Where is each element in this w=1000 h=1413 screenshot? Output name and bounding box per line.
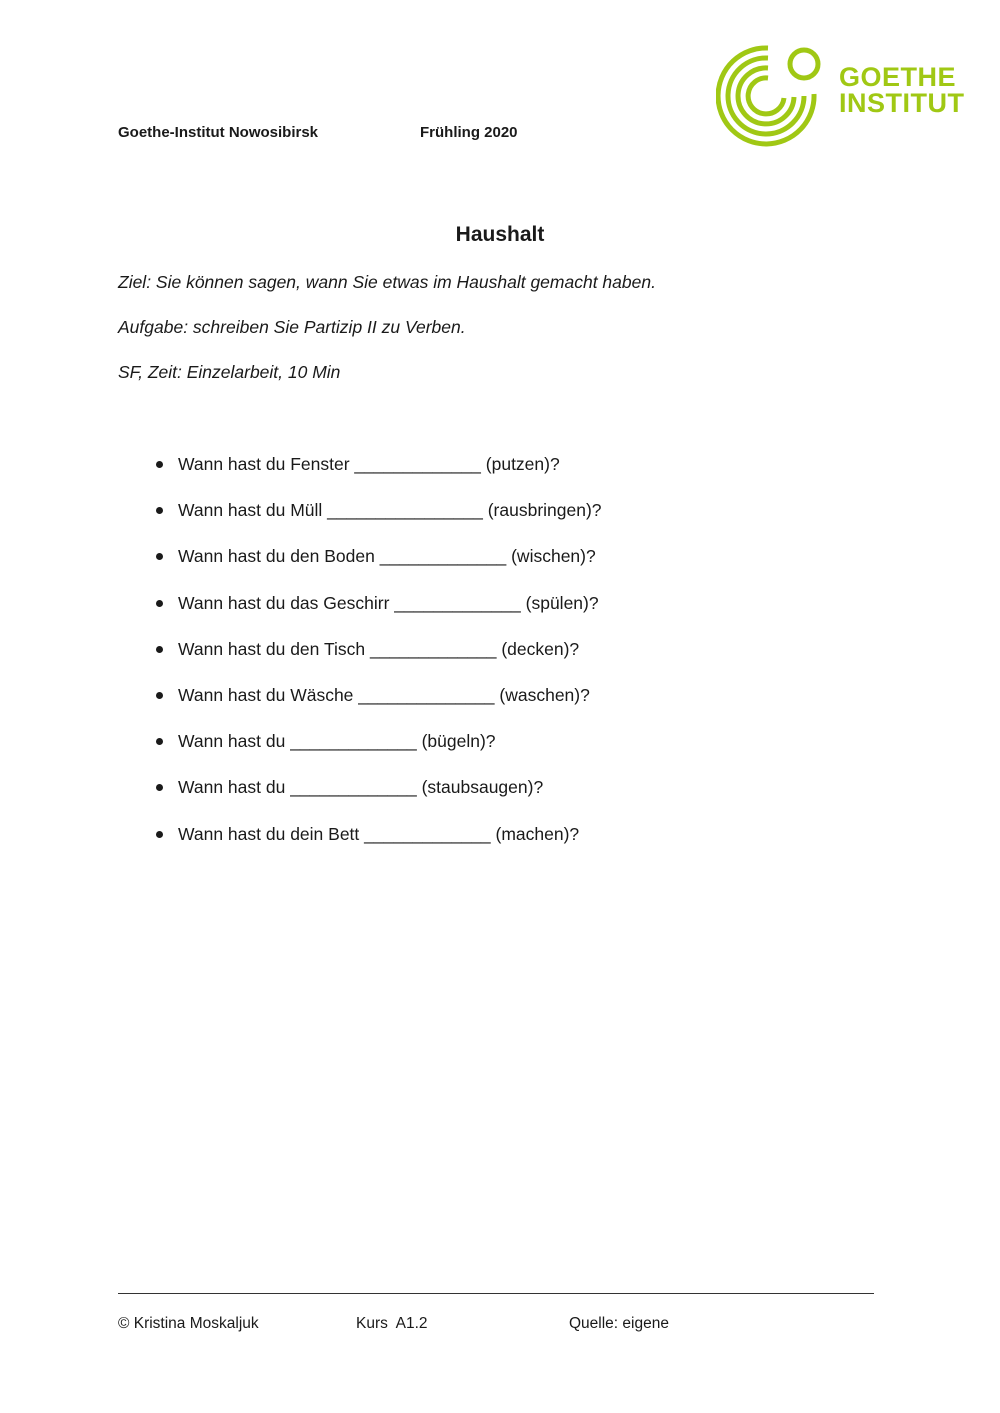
list-item (150, 816, 850, 862)
footer-course: Kurs A1.2 (356, 1315, 428, 1332)
bullet-icon (156, 507, 163, 514)
exercise-text: Wann hast du Fenster _____________ (putzen)? (178, 454, 560, 474)
exercise-list (150, 446, 850, 862)
footer-author: © Kristina Moskaljuk (118, 1315, 259, 1332)
exercise-text: Wann hast du _____________ (staubsaugen)? (178, 777, 544, 798)
bullet-icon (156, 784, 163, 791)
page-title: Haushalt (455, 223, 545, 246)
logo-wordmark (839, 64, 965, 116)
header-organization: Goethe-Institut Nowosibirsk (118, 124, 319, 141)
bullet-icon (156, 461, 163, 468)
list-item (150, 492, 850, 538)
goal-text: Ziel: Sie können sagen, wann Sie etwas im Haushalt gemacht haben. (118, 272, 656, 292)
bullet-icon (156, 553, 163, 560)
bullet-icon (156, 692, 163, 699)
exercise-text: Wann hast du dein Bett _____________ (machen)? (178, 823, 580, 844)
bullet-icon (156, 600, 163, 607)
bullet-icon (156, 646, 163, 653)
footer-source: Quelle: eigene (569, 1315, 669, 1332)
list-item (150, 446, 850, 492)
list-item (150, 769, 850, 815)
header-term: Frühling 2020 (420, 124, 518, 141)
list-item (150, 631, 850, 677)
list-item (150, 677, 850, 723)
footer-divider (118, 1293, 874, 1294)
exercise-text: Wann hast du Müll ________________ (rausbringen)? (178, 500, 602, 521)
task-text: Aufgabe: schreiben Sie Partizip II zu Verben. (118, 317, 466, 337)
format-text: SF, Zeit: Einzelarbeit, 10 Min (118, 362, 341, 382)
exercise-text: Wann hast du das Geschirr _____________ (spülen)? (178, 592, 599, 613)
goethe-swirl-icon (716, 42, 836, 152)
goethe-institut-logo (716, 42, 965, 152)
exercise-text: Wann hast du den Tisch _____________ (decken)? (178, 638, 580, 659)
exercise-text: Wann hast du Wäsche ______________ (waschen)? (178, 684, 590, 705)
exercise-text: Wann hast du den Boden _____________ (wischen)? (178, 546, 596, 567)
list-item (150, 585, 850, 631)
list-item (150, 723, 850, 769)
logo-line-1: GOETHE (839, 62, 957, 92)
exercise-text: Wann hast du _____________ (bügeln)? (178, 731, 496, 752)
bullet-icon (156, 738, 163, 745)
bullet-icon (156, 831, 163, 838)
list-item (150, 538, 850, 584)
logo-line-2: INSTITUT (839, 88, 965, 118)
